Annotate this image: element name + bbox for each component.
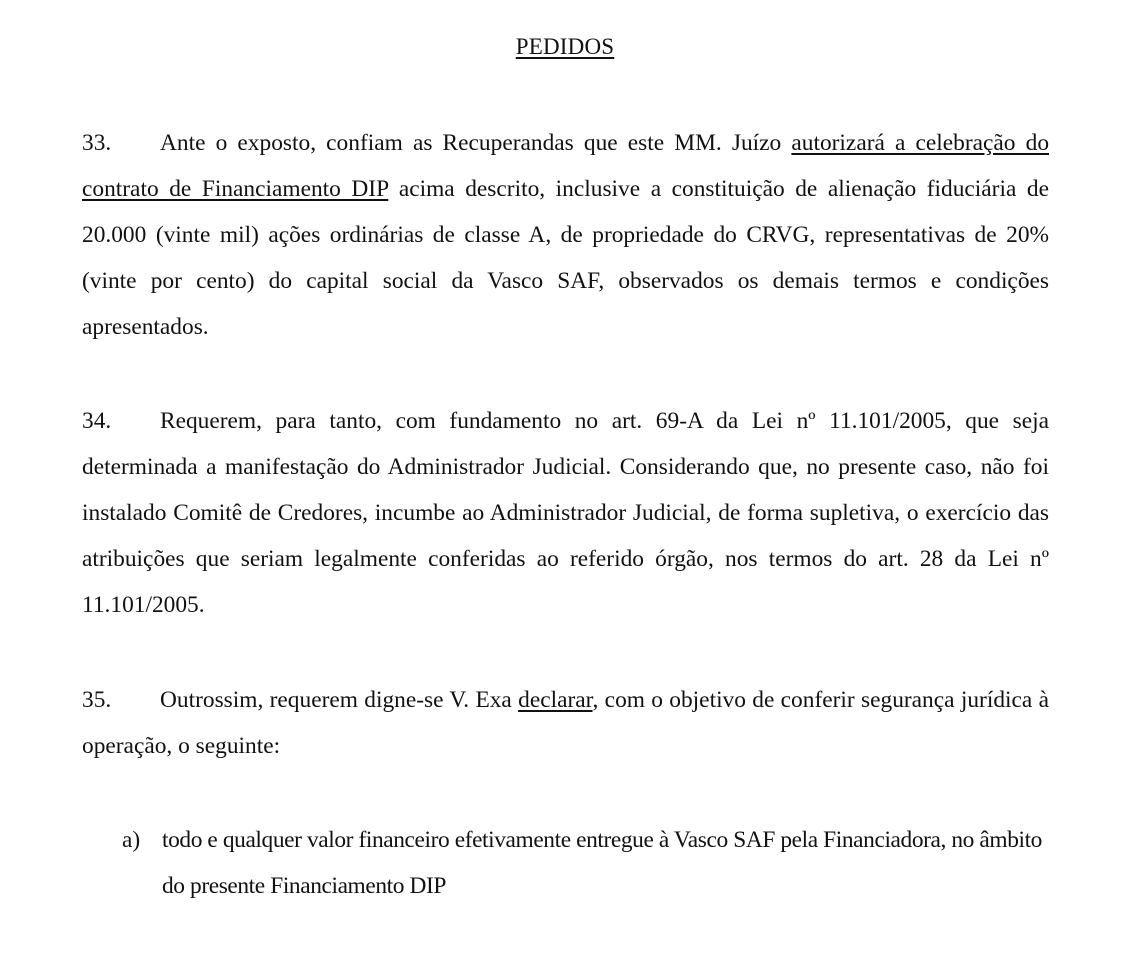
- paragraph-number: 34.: [82, 408, 112, 434]
- section-title: PEDIDOS: [515, 34, 615, 59]
- paragraph-text: Outrossim, requerem digne-se V. Exa: [160, 687, 519, 713]
- list-item-a: [122, 817, 1052, 909]
- paragraph-35: [82, 677, 1049, 769]
- paragraph-33: [82, 120, 1049, 350]
- paragraph-number: 35.: [82, 687, 112, 713]
- underlined-text: declarar: [518, 687, 593, 713]
- paragraph-text: Requerem, para tanto, com fundamento no art. 69-A da Lei nº 11.101/2005, que seja determinada a manifestação do Administrador Judicial. Considerando que, no presente caso, não foi instalado Comitê de Credores, incumbe ao Administrador Judicial, de forma supletiva, o exercício das atribuições que seriam legalmente conferidas ao referido órgão, nos termos do art. 28 da Lei nº 11.101/2005.: [82, 408, 1049, 618]
- paragraph-number: 33.: [82, 130, 112, 156]
- list-item-text: todo e qualquer valor financeiro efetivamente entregue à Vasco SAF pela Financiadora, no âmbito do presente Financiamento DIP: [162, 827, 1042, 899]
- paragraph-text: acima descrito, inclusive a constituição de alienação fiduciária de 20.000 (vinte mil) ações ordinárias de classe A, de propriedade do CRVG, representativas de 20% (vinte por cento) do capital social da Vasco SAF, observados os demais termos e condições apresentados.: [82, 176, 1049, 340]
- underlined-text: autorizará a celebração do contrato de Financiamento DIP: [82, 130, 1050, 202]
- list-marker: a): [122, 827, 141, 853]
- paragraph-text: , com o objetivo de conferir segurança jurídica à operação, o seguinte:: [82, 687, 1049, 759]
- paragraph-34: [82, 398, 1049, 628]
- paragraph-text: Ante o exposto, confiam as Recuperandas que este MM. Juízo: [160, 130, 792, 156]
